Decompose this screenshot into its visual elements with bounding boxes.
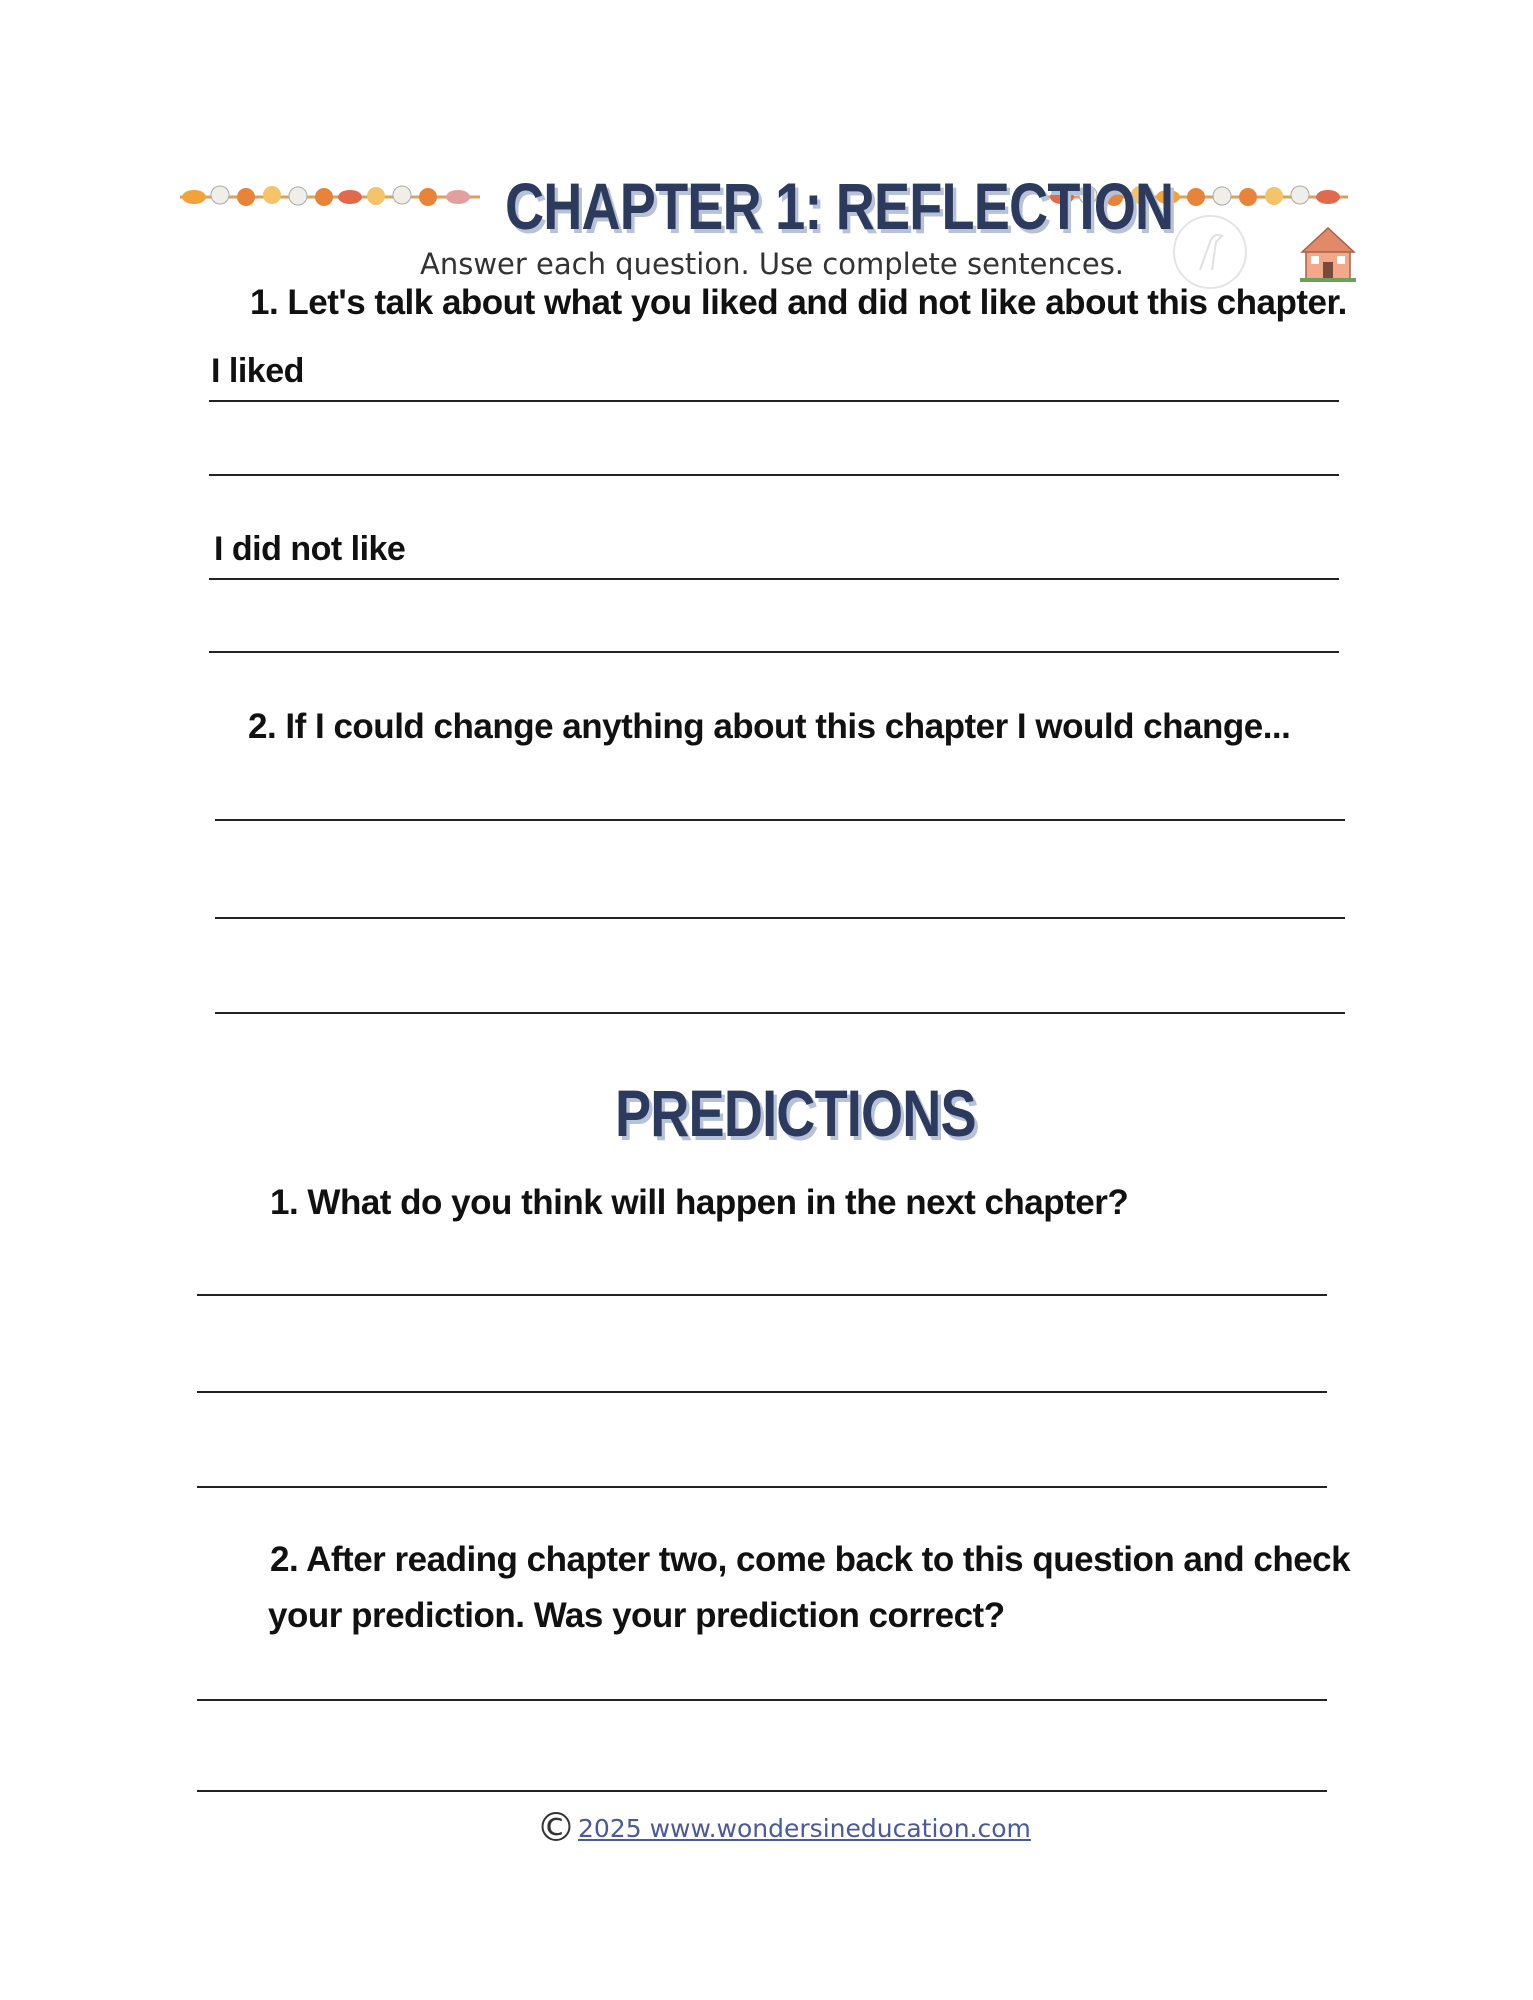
footer bbox=[536, 1805, 1031, 1851]
reflection-question-1: 1. Let's talk about what you liked and did not like about this chapter. bbox=[250, 283, 1347, 322]
page-title: CHAPTER 1: REFLECTION bbox=[505, 169, 1174, 243]
prediction-question-1: 1. What do you think will happen in the next chapter? bbox=[270, 1183, 1129, 1222]
answer-line-change-2[interactable] bbox=[215, 917, 1345, 919]
footer-link[interactable]: 2025 www.wondersineducation.com bbox=[578, 1813, 1031, 1843]
predictions-title: PREDICTIONS bbox=[615, 1076, 976, 1150]
answer-line-disliked-2[interactable] bbox=[209, 651, 1339, 653]
answer-line-disliked-1[interactable] bbox=[209, 578, 1339, 580]
answer-line-prediction-2[interactable] bbox=[197, 1391, 1327, 1393]
prediction-question-2-line-1: 2. After reading chapter two, come back to this question and check bbox=[270, 1540, 1351, 1579]
answer-line-prediction-1[interactable] bbox=[197, 1294, 1327, 1296]
reflection-question-2: 2. If I could change anything about this chapter I would change... bbox=[248, 707, 1291, 746]
answer-line-change-3[interactable] bbox=[215, 1012, 1345, 1014]
heron-logo-icon bbox=[1170, 212, 1250, 292]
answer-line-check-2[interactable] bbox=[197, 1790, 1327, 1792]
house-icon bbox=[1296, 222, 1360, 286]
liked-label: I liked bbox=[211, 352, 304, 390]
disliked-label: I did not like bbox=[214, 530, 406, 568]
halloween-candy-border-left-icon bbox=[180, 175, 480, 215]
copyright-icon: © bbox=[536, 1805, 576, 1851]
answer-line-check-1[interactable] bbox=[197, 1699, 1327, 1701]
answer-line-liked-1[interactable] bbox=[209, 400, 1339, 402]
answer-line-liked-2[interactable] bbox=[209, 474, 1339, 476]
answer-line-prediction-3[interactable] bbox=[197, 1486, 1327, 1488]
instructions-text: Answer each question. Use complete sentences. bbox=[420, 247, 1125, 281]
answer-line-change-1[interactable] bbox=[215, 819, 1345, 821]
prediction-question-2-line-2: your prediction. Was your prediction correct? bbox=[268, 1596, 1005, 1635]
